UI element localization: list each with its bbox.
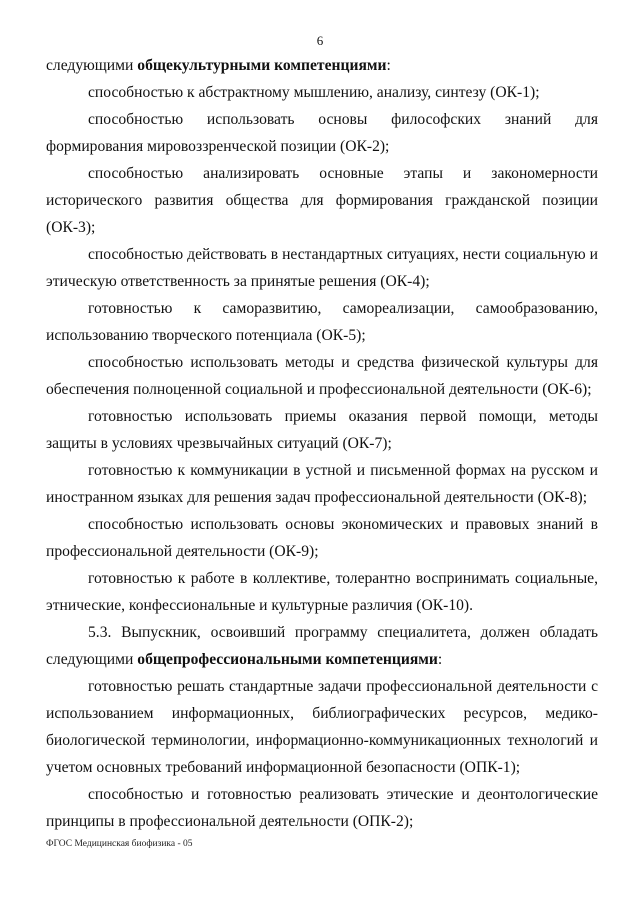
ok-3-item: способностью анализировать основные этапы и закономерности исторического развития общества для формирования гражданской позиции (ОК-3); <box>46 165 598 236</box>
ok-8-item: готовностью к коммуникации в устной и письменной формах на русском и иностранном языках для решения задач профессиональной деятельности (ОК-8); <box>46 462 598 506</box>
intro-bold-term: общекультурными компетенциями <box>137 57 387 74</box>
section-5-3-paragraph <box>46 619 598 673</box>
intro-paragraph <box>46 52 598 79</box>
ok-10-item: готовностью к работе в коллективе, толерантно воспринимать социальные, этнические, конфессиональные и культурные различия (ОК-10). <box>46 570 598 614</box>
ok-7-item: готовностью использовать приемы оказания первой помощи, методы защиты в условиях чрезвычайных ситуаций (ОК-7); <box>46 408 598 452</box>
ok-6-item: способностью использовать методы и средства физической культуры для обеспечения полноценной социальной и профессиональной деятельности (ОК-6); <box>46 354 598 398</box>
document-body <box>46 52 598 835</box>
ok-1-item: способностью к абстрактному мышлению, анализу, синтезу (ОК-1); <box>88 84 540 101</box>
ok-2-item: способностью использовать основы философских знаний для формирования мировоззренческой позиции (ОК-2); <box>46 111 598 155</box>
opk-2-item: способностью и готовностью реализовать этические и деонтологические принципы в профессиональной деятельности (ОПК-2); <box>46 786 598 830</box>
ok-4-item: способностью действовать в нестандартных ситуациях, нести социальную и этическую ответственность за принятые решения (ОК-4); <box>46 246 598 290</box>
ok-5-item: готовностью к саморазвитию, самореализации, самообразованию, использованию творческого потенциала (ОК-5); <box>46 300 598 344</box>
page-footer: ФГОС Медицинская биофизика - 05 <box>46 839 193 849</box>
section-5-3-colon: : <box>437 651 443 668</box>
section-5-3-text: 5.3. Выпускник, освоивший программу специалитета, должен обладать следующими <box>46 624 598 668</box>
intro-text: следующими <box>46 57 138 74</box>
intro-colon: : <box>386 57 391 74</box>
section-5-3-bold-term: общепрофессиональными компетенциями <box>137 651 438 668</box>
ok-9-item: способностью использовать основы экономических и правовых знаний в профессиональной деятельности (ОК-9); <box>46 516 598 560</box>
opk-1-item: готовностью решать стандартные задачи профессиональной деятельности с использованием информационных, библиографических ресурсов, медико-биологической терминологии, информационно-коммуникационных технологий и учетом основных требований информационной безопасности (ОПК-1); <box>46 678 598 776</box>
page-number: 6 <box>316 33 324 48</box>
